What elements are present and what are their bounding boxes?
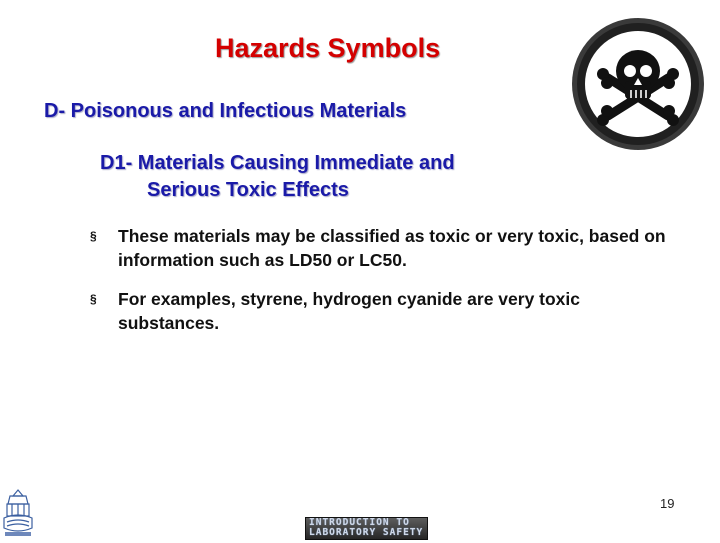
bullet-marker-icon: § [90, 292, 97, 306]
bullet-item [90, 287, 670, 335]
bullet-marker-icon: § [90, 229, 97, 243]
subsection-heading-line-1: D1- Materials Causing Immediate and [100, 152, 455, 174]
skull-and-crossbones-icon [570, 16, 706, 152]
banner-line-1: INTRODUCTION TO [309, 517, 410, 528]
subsection-heading-line-2: Serious Toxic Effects [147, 179, 349, 201]
university-emblem-icon [1, 488, 35, 538]
section-heading: D- Poisonous and Infectious Materials [44, 100, 407, 122]
banner-line-2: LABORATORY SAFETY [309, 527, 424, 538]
bullet-text: These materials may be classified as toxic or very toxic, based on information such as LD50 or LC50. [118, 226, 666, 270]
page-number: 19 [660, 496, 675, 511]
bullet-list [90, 224, 670, 350]
slide-title: Hazards Symbols [215, 33, 441, 63]
course-banner [305, 517, 428, 540]
bullet-text: For examples, styrene, hydrogen cyanide are very toxic substances. [118, 289, 581, 333]
subsection-heading [100, 150, 455, 204]
bullet-item [90, 224, 670, 272]
